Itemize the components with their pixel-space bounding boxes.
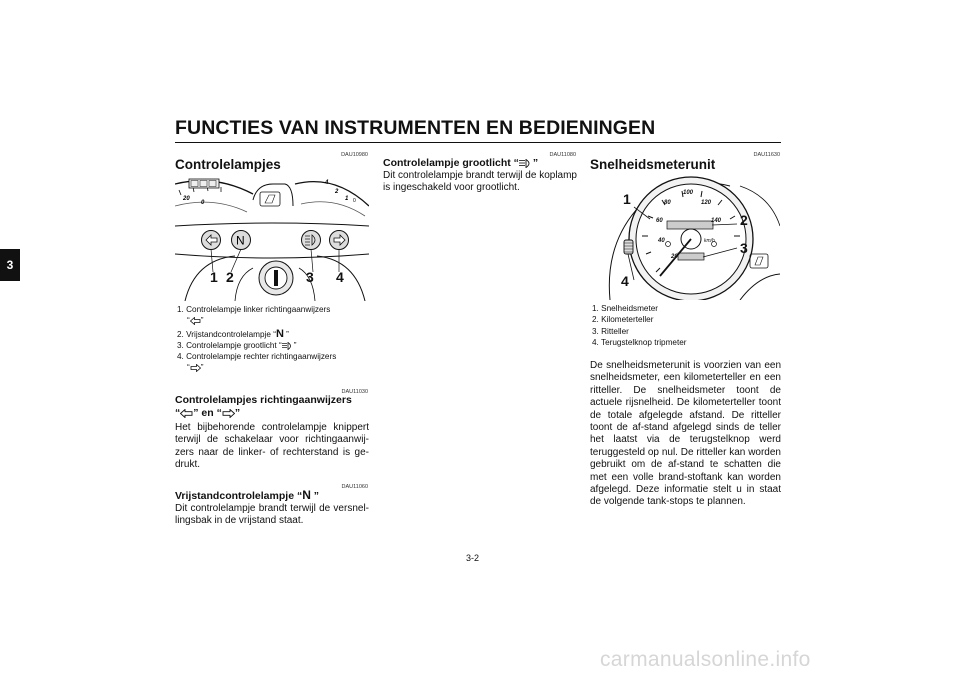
figure-captions [177, 304, 336, 374]
svg-text:4: 4 [325, 180, 329, 186]
svg-text:N: N [236, 233, 245, 248]
dial-label: 140 [711, 218, 722, 224]
caption-symbol-line: “ ” [187, 363, 204, 373]
paragraph: De snelheidsmeterunit is voorzien van een snelheidsmeter, een kilometerteller en een ritteller. De snelheidsmeter toont de actuele rijsnelheid. De kilometerteller toont de totale afgelegde afstand. De ritteller toont de af-stand afgelegd sinds de teller het laatst via de terugstelknop werd teruggesteld op nul. De ritteller kan worden gebruikt om de af-stand te schatten die met een volle brand-stoftank kan worden afgelegd. Deze informatie stelt u in staat de volgende tank-stops te plannen. [590, 360, 781, 508]
dial-label: 60 [656, 218, 663, 224]
callout-4: 4 [621, 273, 629, 289]
callout-1: 1 [623, 191, 631, 207]
dial-label: 100 [683, 190, 694, 196]
paragraph: Het bijbehorende controlelampje knippert terwijl de schakelaar voor richtingaanwij-zers naar de linker- of rechterstand is ge-drukt. [175, 422, 369, 471]
callout-2: 2 [226, 269, 234, 285]
watermark: carmanualsonline.info [600, 648, 811, 671]
subsection-heading: Controlelampjes richtingaanwijzers “ ” en “ ” [175, 394, 352, 419]
left-arrow-icon [190, 317, 201, 325]
dial-label: 40 [658, 238, 665, 244]
ref-code: DAU11630 [753, 152, 780, 158]
section-heading: Controlelampjes [175, 157, 281, 172]
paragraph: Dit controlelampje brandt terwijl de versnel-lingsbak in de vrijstand staat. [175, 503, 369, 527]
neutral-icon: N [302, 488, 311, 502]
svg-text:2: 2 [335, 189, 339, 195]
callout-2: 2 [740, 212, 748, 228]
callout-3: 3 [306, 269, 314, 285]
caption-item: 4. Terugstelknop tripmeter [592, 337, 687, 347]
page-number: 3-2 [466, 553, 480, 563]
svg-text:20: 20 [183, 196, 190, 202]
unit-label: km/h [704, 238, 715, 244]
ref-code: DAU11060 [341, 484, 368, 490]
caption-symbol-line: “ ” [187, 316, 204, 326]
caption-item: 3. Ritteller [592, 326, 629, 336]
chapter-tab: 3 [0, 249, 20, 281]
svg-text:0: 0 [353, 198, 356, 204]
ref-code: DAU11030 [341, 389, 368, 395]
ref-code: DAU10980 [341, 152, 368, 158]
dial-label: 20 [671, 254, 678, 260]
caption-item: 4. Controlelampje rechter richtingaanwijzers [177, 352, 337, 362]
right-arrow-icon [190, 364, 201, 372]
left-arrow-icon [180, 409, 193, 418]
title-rule [175, 142, 781, 143]
caption-item: 2. Kilometerteller [592, 315, 654, 325]
right-arrow-icon [222, 409, 235, 418]
caption-item: 1. Controlelampje linker richtingaanwijzers [177, 305, 331, 314]
subsection-heading: Vrijstandcontrolelampje “N ” [175, 488, 320, 502]
caption-item: 2. Vrijstandcontrolelampje “N ” [177, 327, 289, 340]
figure-captions [592, 303, 687, 348]
callout-4: 4 [336, 269, 344, 285]
subsection-heading: Controlelampje grootlicht “ ” [383, 157, 539, 169]
callout-3: 3 [740, 240, 748, 256]
callout-1: 1 [210, 269, 218, 285]
high-beam-icon [519, 159, 533, 168]
paragraph: Dit controlelampje brandt terwijl de koplamp is ingeschakeld voor grootlicht. [383, 170, 577, 194]
svg-text:0: 0 [201, 200, 205, 206]
page-title: FUNCTIES VAN INSTRUMENTEN EN BEDIENINGEN [175, 117, 656, 139]
svg-text:1: 1 [345, 196, 349, 202]
dial-label: 80 [664, 200, 671, 206]
high-beam-icon [282, 342, 294, 350]
caption-item: 3. Controlelampje grootlicht “ ” [177, 340, 297, 350]
section-heading: Snelheidsmeterunit [590, 157, 716, 172]
caption-item: 1. Snelheidsmeter [592, 304, 659, 313]
ref-code: DAU11080 [549, 152, 576, 158]
neutral-icon: N [275, 327, 284, 340]
dial-label: 120 [701, 200, 712, 206]
